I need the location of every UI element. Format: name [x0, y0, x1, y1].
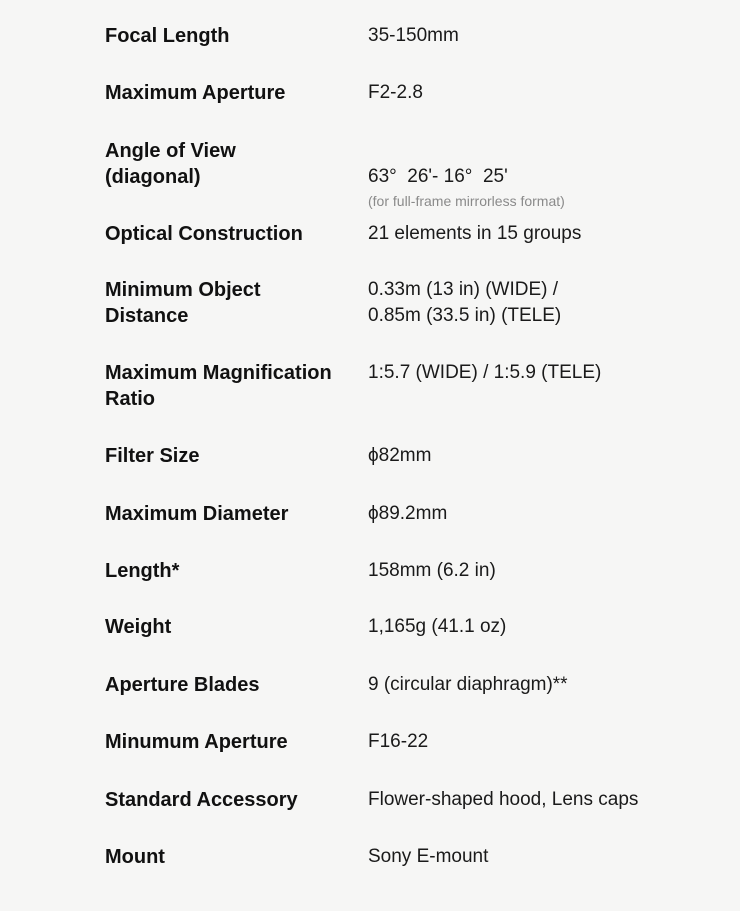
spec-value: F16-22 — [368, 731, 429, 752]
spec-value: 158mm (6.2 in) — [368, 560, 496, 581]
spec-value: Flower-shaped hood, Lens caps — [368, 789, 639, 810]
spec-label: Maximum Diameter — [105, 503, 289, 525]
spec-label: Focal Length — [105, 25, 230, 47]
spec-value: 0.33m (13 in) (WIDE) / 0.85m (33.5 in) (TELE) — [368, 279, 562, 326]
spec-value: 9 (circular diaphragm)** — [368, 674, 568, 695]
spec-value: F2-2.8 — [368, 82, 423, 103]
spec-label: Maximum Magnification Ratio — [105, 362, 332, 410]
spec-value: ϕ89.2mm — [368, 503, 448, 524]
spec-value: 35-150mm — [368, 25, 459, 46]
spec-value: 63° 26'- 16° 25' — [368, 166, 508, 187]
spec-label: Weight — [105, 616, 172, 638]
spec-value: 21 elements in 15 groups — [368, 223, 582, 244]
spec-label: Standard Accessory — [105, 789, 298, 811]
spec-label: Optical Construction — [105, 223, 303, 245]
spec-label: Aperture Blades — [105, 674, 260, 696]
spec-note: (for full-frame mirrorless format) — [368, 193, 565, 209]
spec-label: Minimum Object Distance — [105, 279, 261, 327]
spec-label: Length* — [105, 560, 180, 582]
spec-label: Maximum Aperture — [105, 82, 286, 104]
spec-label: Angle of View (diagonal) — [105, 140, 236, 188]
spec-label: Filter Size — [105, 445, 200, 467]
spec-value: Sony E-mount — [368, 846, 489, 867]
spec-value: 1,165g (41.1 oz) — [368, 616, 507, 637]
spec-label: Mount — [105, 846, 165, 868]
spec-value: 1:5.7 (WIDE) / 1:5.9 (TELE) — [368, 362, 602, 383]
spec-value: ϕ82mm — [368, 445, 432, 466]
spec-label: Minumum Aperture — [105, 731, 288, 753]
